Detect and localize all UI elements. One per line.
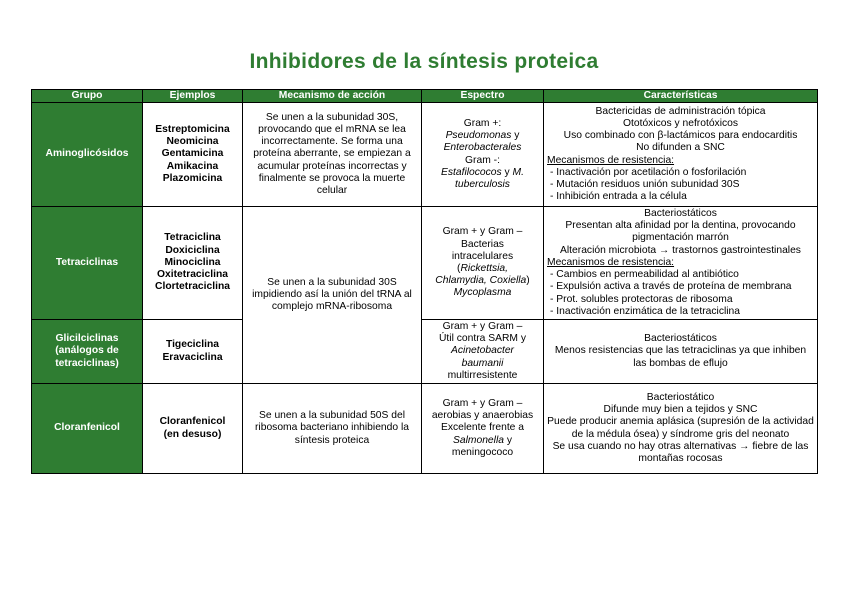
espectro-organism: Estafilococos — [441, 166, 502, 178]
espectro-line — [425, 435, 540, 447]
resistencia-bullet: - Cambios en permeabilidad al antibiótico — [550, 269, 739, 281]
header-caracteristicas: Características — [544, 90, 818, 103]
resistencia-title: Mecanismos de resistencia: — [547, 154, 675, 166]
espectro-line — [425, 345, 540, 357]
resistencia-bullet: - Inactivación enzimática de la tetraciclina — [550, 305, 741, 317]
espectro-line: Gram + y Gram – — [442, 321, 523, 332]
caracteristica-line: Difunde muy bien a tejidos y SNC — [603, 404, 758, 416]
caracteristica-line: No difunden a SNC — [636, 142, 725, 154]
grupo-cell: Aminoglicósidos — [32, 103, 143, 207]
ejemplo-item: Doxiciclina — [165, 244, 220, 256]
espectro-line: Gram + y Gram – — [442, 398, 523, 409]
resistencia-bullet: - Expulsión activa a través de proteína de membrana — [550, 281, 792, 293]
espectro-line: Útil contra SARM y — [439, 333, 526, 345]
caracteristica-line: Ototóxicos y nefrotóxicos — [622, 117, 739, 129]
antibiotics-table — [31, 89, 818, 474]
ejemplo-item: Tetraciclina — [164, 232, 221, 244]
caracteristica-line: Puede producir anemia aplásica (supresión de la actividad de la médula ósea) y síndrome gris del neonato — [547, 416, 814, 440]
caracteristica-line: Presentan alta afinidad por la dentina, provocando pigmentación marrón — [565, 220, 796, 244]
resistencia-bullet: - Inhibición entrada a la célula — [550, 191, 687, 203]
espectro-organism: Chlamydia, Coxiella — [435, 275, 527, 287]
resistencia-bullet: - Inactivación por acetilación o fosforilación — [550, 166, 747, 178]
table-row-tetraciclinas — [32, 207, 818, 320]
espectro-organism: Pseudomonas — [445, 130, 512, 142]
espectro-connector: y — [503, 434, 512, 446]
espectro-organism: Salmonella — [453, 434, 504, 446]
caracteristica-line: Bactericidas de administración tópica — [595, 105, 766, 117]
espectro-organism: Mycoplasma — [453, 287, 512, 299]
caracteristicas-cell — [544, 207, 818, 320]
ejemplos-cell — [143, 103, 243, 207]
espectro-line: Excelente frente a — [441, 422, 524, 434]
page-title: Inhibidores de la síntesis proteica — [249, 50, 599, 73]
espectro-connector: y — [511, 130, 520, 142]
resistencia-bullet: - Mutación residuos unión subunidad 30S — [550, 178, 740, 190]
espectro-organism: Rickettsia, — [460, 263, 508, 274]
espectro-line: aerobias y anaerobias — [431, 410, 534, 422]
header-mecanismo: Mecanismo de acción — [243, 90, 422, 103]
espectro-line — [425, 167, 540, 191]
caracteristica-line: Uso combinado con β-lactámicos para endocarditis — [563, 130, 798, 142]
espectro-line: intracelulares — [451, 250, 514, 262]
espectro-connector: ) — [526, 275, 530, 287]
mecanismo-cell: Se unen a la subunidad 30S, provocando que el mRNA se lea incorrectamente. Se forma una proteína aberrante, se empiezan a acumular proteínas incorrectas y finalmente se provoca la muerte celular — [243, 103, 422, 207]
espectro-line: multirresistente — [447, 369, 518, 381]
mecanismo-cell: Se unen a la subunidad 50S del ribosoma bacteriano inhibiendo la síntesis proteica — [243, 384, 422, 474]
ejemplo-item: Gentamicina — [161, 148, 224, 160]
mecanismo-cell: Se unen a la subunidad 30S impidiendo así la unión del tRNA al complejo mRNA-ribosoma — [243, 207, 422, 384]
caracteristicas-cell — [544, 103, 818, 207]
resistencia-title: Mecanismos de resistencia: — [547, 256, 675, 268]
table-row-cloranfenicol — [32, 384, 818, 474]
espectro-cell — [422, 384, 544, 474]
ejemplo-item: Estreptomicina — [155, 123, 230, 135]
espectro-cell — [422, 207, 544, 320]
caracteristicas-cell — [544, 384, 818, 474]
espectro-organism: M. tuberculosis — [455, 166, 524, 190]
header-grupo: Grupo — [32, 90, 143, 103]
espectro-connector: ( — [457, 263, 461, 274]
espectro-line — [425, 358, 540, 370]
ejemplo-item: Neomicina — [166, 136, 219, 148]
ejemplo-item: Amikacina — [166, 160, 219, 172]
espectro-line: Gram +: — [463, 117, 502, 129]
espectro-organism: Acinetobacter — [451, 345, 514, 357]
ejemplo-item: Clortetraciclina — [155, 281, 230, 293]
espectro-line: Bacterias — [461, 238, 504, 250]
espectro-line: Gram -: — [465, 154, 500, 166]
espectro-line — [425, 142, 540, 154]
ejemplo-item: Eravaciclina — [162, 351, 223, 363]
caracteristicas-cell — [544, 320, 818, 384]
grupo-cell: Cloranfenicol — [32, 384, 143, 474]
header-row — [32, 90, 818, 103]
table-row-aminoglicosidos — [32, 103, 818, 207]
espectro-line — [425, 287, 540, 299]
espectro-line — [425, 130, 540, 142]
grupo-cell: Tetraciclinas — [32, 207, 143, 320]
ejemplo-item: Minociclina — [164, 256, 221, 268]
espectro-line: meningococo — [451, 446, 514, 458]
ejemplo-item: Plazomicina — [162, 172, 223, 184]
ejemplo-item: (en desuso) — [163, 428, 222, 440]
grupo-cell: Glicilciclinas (análogos de tetraciclinas) — [32, 320, 143, 384]
espectro-cell — [422, 320, 544, 384]
caracteristica-line: Se usa cuando no hay otras alternativas → fiebre de las montañas rocosas — [552, 440, 809, 464]
ejemplo-item: Oxitetraciclina — [157, 269, 228, 281]
caracteristica-line: Alteración microbiota → trastornos gastrointestinales — [560, 244, 801, 256]
caracteristica-line: Bacteriostáticos — [644, 208, 717, 220]
caracteristica-line: Menos resistencias que las tetraciclinas ya que inhiben las bombas de eflujo — [554, 345, 807, 369]
ejemplos-cell — [143, 207, 243, 320]
espectro-cell — [422, 103, 544, 207]
espectro-line — [425, 275, 540, 287]
espectro-organism: baumanii — [461, 357, 504, 369]
header-ejemplos: Ejemplos — [143, 90, 243, 103]
header-espectro: Espectro — [422, 90, 544, 103]
ejemplos-cell — [143, 320, 243, 384]
espectro-line — [425, 263, 540, 275]
caracteristica-line: Bacteriostáticos — [644, 333, 717, 345]
espectro-connector: y — [501, 166, 513, 178]
ejemplos-cell — [143, 384, 243, 474]
espectro-organism: Enterobacterales — [443, 142, 522, 154]
ejemplo-item: Cloranfenicol — [159, 416, 226, 428]
caracteristica-line: Bacteriostático — [646, 391, 715, 403]
espectro-line: Gram + y Gram – — [442, 226, 523, 238]
table-row-glicilciclinas — [32, 320, 818, 384]
ejemplo-item: Tigeciclina — [165, 339, 220, 351]
resistencia-bullet: - Prot. solubles protectoras de ribosoma — [550, 293, 733, 305]
